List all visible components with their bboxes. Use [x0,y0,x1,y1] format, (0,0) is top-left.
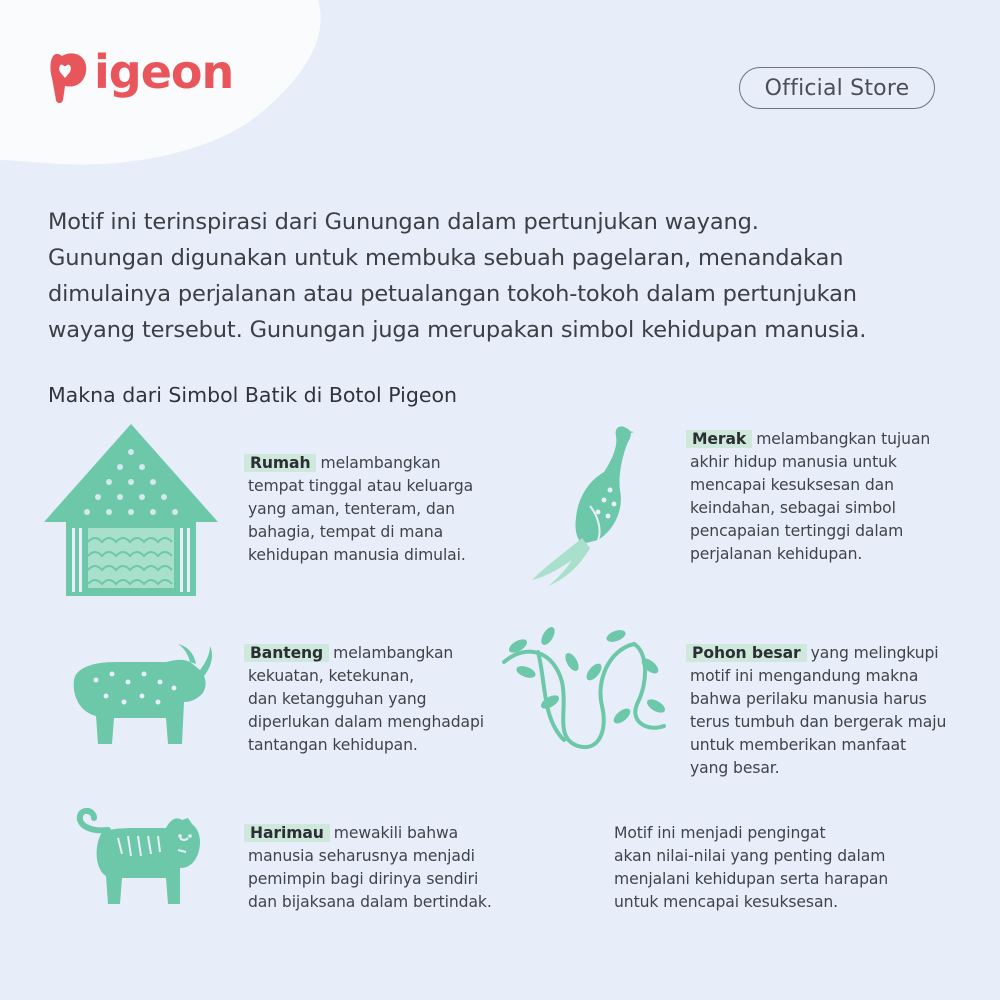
rumah-line: kehidupan manusia dimulai. [248,546,466,564]
official-store-badge[interactable]: Official Store [739,67,935,109]
rumah-description [248,452,473,567]
merak-description [690,428,930,566]
closing-line: Motif ini menjadi pengingat [614,824,826,842]
closing-line: untuk mencapai kesuksesan. [614,893,839,911]
pohon-line: yang besar. [690,759,780,777]
closing-line: akan nilai-nilai yang penting dalam [614,847,886,865]
intro-line: Gunungan digunakan untuk membuka sebuah pagelaran, menandakan [48,245,844,271]
merak-line: mencapai kesuksesan dan [690,476,894,494]
tree-vine-icon [498,622,670,752]
rumah-line: bahagia, tempat di mana [248,523,444,541]
merak-line: perjalanan kehidupan. [690,545,863,563]
intro-line: Motif ini terinspirasi dari Gunungan dalam pertunjukan wayang. [48,209,759,235]
tiger-icon [74,806,204,910]
banteng-line: kekuatan, ketekunan, [248,667,415,685]
intro-text [48,204,968,348]
closing-text [614,822,888,914]
merak-line: pencapaian tertinggi dalam [690,522,904,540]
pohon-line: terus tumbuh dan bergerak maju [690,713,947,731]
harimau-label: Harimau [244,824,330,842]
banteng-line: dan ketangguhan yang [248,690,427,708]
pohon-text: yang melingkupi [810,644,939,662]
pohon-line: untuk memberikan manfaat [690,736,907,754]
pigeon-logo [46,38,261,110]
harimau-line: pemimpin bagi dirinya sendiri [248,870,479,888]
merak-line: akhir hidup manusia untuk [690,453,897,471]
svg-text:igeon: igeon [94,45,234,99]
merak-line: keindahan, sebagai simbol [690,499,896,517]
merak-label: Merak [686,430,752,448]
pohon-description [690,642,946,780]
rumah-text: melambangkan [320,454,441,472]
house-icon [42,422,220,597]
harimau-line: dan bijaksana dalam bertindak. [248,893,492,911]
banteng-line: tantangan kehidupan. [248,736,418,754]
banteng-description [248,642,484,757]
peacock-icon [528,420,640,588]
merak-text: melambangkan tujuan [756,430,931,448]
banteng-line: diperlukan dalam menghadapi [248,713,484,731]
harimau-description [248,822,492,914]
rumah-line: yang aman, tenteram, dan [248,500,455,518]
rumah-label: Rumah [244,454,316,472]
pohon-label: Pohon besar [686,644,807,662]
section-title: Makna dari Simbol Batik di Botol Pigeon [48,383,457,407]
banteng-text: melambangkan [333,644,454,662]
banteng-label: Banteng [244,644,329,662]
pohon-line: bahwa perilaku manusia harus [690,690,927,708]
bull-icon [66,640,216,750]
intro-line: wayang tersebut. Gunungan juga merupakan simbol kehidupan manusia. [48,317,867,343]
harimau-text: mewakili bahwa [333,824,459,842]
closing-line: menjalani kehidupan serta harapan [614,870,889,888]
pohon-line: motif ini mengandung makna [690,667,919,685]
rumah-line: tempat tinggal atau keluarga [248,477,474,495]
harimau-line: manusia seharusnya menjadi [248,847,475,865]
intro-line: dimulainya perjalanan atau petualangan tokoh-tokoh dalam pertunjukan [48,281,857,307]
